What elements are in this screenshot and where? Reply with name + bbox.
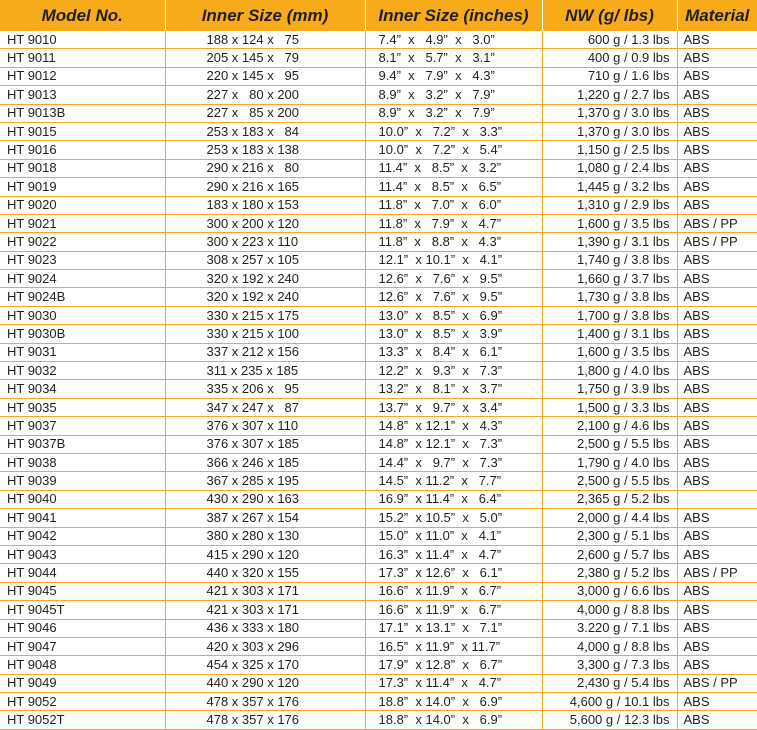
inner-size-inches-cell: 16.3” x 11.4” x 4.7” <box>365 545 542 563</box>
material-cell: ABS <box>677 122 757 140</box>
inner-size-inches-cell: 13.7” x 9.7” x 3.4” <box>365 398 542 416</box>
inner-size-mm-cell: 420 x 303 x 296 <box>165 637 365 655</box>
table-row <box>0 509 757 527</box>
model-number-cell: HT 9039 <box>0 472 165 490</box>
material-cell: ABS <box>677 527 757 545</box>
inner-size-mm-cell: 347 x 247 x 87 <box>165 398 365 416</box>
inner-size-mm-cell: 337 x 212 x 156 <box>165 343 365 361</box>
net-weight-cell: 4,000 g / 8.8 lbs <box>542 601 677 619</box>
inner-size-mm-cell: 290 x 216 x 165 <box>165 178 365 196</box>
material-cell: ABS <box>677 325 757 343</box>
table-row <box>0 362 757 380</box>
table-row <box>0 601 757 619</box>
table-row <box>0 693 757 711</box>
table-row <box>0 141 757 159</box>
material-cell: ABS / PP <box>677 214 757 232</box>
inner-size-mm-cell: 253 x 183 x 84 <box>165 122 365 140</box>
inner-size-inches-cell: 11.4” x 8.5” x 6.5” <box>365 178 542 196</box>
net-weight-cell: 2,380 g / 5.2 lbs <box>542 564 677 582</box>
model-number-cell: HT 9045T <box>0 601 165 619</box>
model-number-cell: HT 9038 <box>0 453 165 471</box>
net-weight-cell: 1,500 g / 3.3 lbs <box>542 398 677 416</box>
net-weight-cell: 2,430 g / 5.4 lbs <box>542 674 677 692</box>
model-number-cell: HT 9042 <box>0 527 165 545</box>
inner-size-mm-cell: 478 x 357 x 176 <box>165 711 365 729</box>
net-weight-cell: 1,800 g / 4.0 lbs <box>542 362 677 380</box>
inner-size-inches-cell: 9.4” x 7.9” x 4.3” <box>365 67 542 85</box>
inner-size-mm-cell: 188 x 124 x 75 <box>165 31 365 49</box>
inner-size-mm-cell: 415 x 290 x 120 <box>165 545 365 563</box>
table-row <box>0 343 757 361</box>
inner-size-mm-cell: 330 x 215 x 100 <box>165 325 365 343</box>
net-weight-cell: 2,500 g / 5.5 lbs <box>542 435 677 453</box>
net-weight-cell: 1,370 g / 3.0 lbs <box>542 104 677 122</box>
model-number-cell: HT 9020 <box>0 196 165 214</box>
net-weight-cell: 600 g / 1.3 lbs <box>542 31 677 49</box>
net-weight-cell: 1,150 g / 2.5 lbs <box>542 141 677 159</box>
inner-size-inches-cell: 11.8” x 7.0” x 6.0” <box>365 196 542 214</box>
material-cell: ABS / PP <box>677 674 757 692</box>
model-number-cell: HT 9013B <box>0 104 165 122</box>
model-number-cell: HT 9013 <box>0 86 165 104</box>
model-number-cell: HT 9030B <box>0 325 165 343</box>
inner-size-mm-cell: 308 x 257 x 105 <box>165 251 365 269</box>
inner-size-inches-cell: 11.8” x 7.9” x 4.7” <box>365 214 542 232</box>
net-weight-cell: 1,080 g / 2.4 lbs <box>542 159 677 177</box>
table-row <box>0 270 757 288</box>
model-number-cell: HT 9046 <box>0 619 165 637</box>
table-row <box>0 31 757 49</box>
model-number-cell: HT 9031 <box>0 343 165 361</box>
inner-size-inches-cell: 13.0” x 8.5” x 6.9” <box>365 306 542 324</box>
inner-size-inches-cell: 14.5” x 11.2” x 7.7” <box>365 472 542 490</box>
inner-size-mm-cell: 387 x 267 x 154 <box>165 509 365 527</box>
material-cell: ABS <box>677 159 757 177</box>
table-row <box>0 417 757 435</box>
table-row <box>0 288 757 306</box>
table-row <box>0 545 757 563</box>
net-weight-cell: 1,390 g / 3.1 lbs <box>542 233 677 251</box>
net-weight-cell: 1,730 g / 3.8 lbs <box>542 288 677 306</box>
inner-size-mm-cell: 376 x 307 x 185 <box>165 435 365 453</box>
inner-size-inches-cell: 7.4” x 4.9” x 3.0” <box>365 31 542 49</box>
model-number-cell: HT 9052 <box>0 693 165 711</box>
inner-size-inches-cell: 8.9” x 3.2” x 7.9” <box>365 104 542 122</box>
inner-size-mm-cell: 300 x 200 x 120 <box>165 214 365 232</box>
table-row <box>0 86 757 104</box>
model-number-cell: HT 9019 <box>0 178 165 196</box>
table-row <box>0 527 757 545</box>
header-model-no: Model No. <box>0 0 165 31</box>
table-row <box>0 178 757 196</box>
material-cell: ABS <box>677 306 757 324</box>
table-row <box>0 49 757 67</box>
table-row <box>0 490 757 508</box>
inner-size-mm-cell: 376 x 307 x 110 <box>165 417 365 435</box>
material-cell: ABS <box>677 472 757 490</box>
inner-size-mm-cell: 220 x 145 x 95 <box>165 67 365 85</box>
net-weight-cell: 3,000 g / 6.6 lbs <box>542 582 677 600</box>
table-row <box>0 67 757 85</box>
model-number-cell: HT 9018 <box>0 159 165 177</box>
material-cell: ABS <box>677 67 757 85</box>
inner-size-inches-cell: 13.3” x 8.4” x 6.1” <box>365 343 542 361</box>
net-weight-cell: 400 g / 0.9 lbs <box>542 49 677 67</box>
net-weight-cell: 4,600 g / 10.1 lbs <box>542 693 677 711</box>
material-cell: ABS <box>677 656 757 674</box>
net-weight-cell: 2,365 g / 5.2 lbs <box>542 490 677 508</box>
model-number-cell: HT 9024B <box>0 288 165 306</box>
inner-size-inches-cell: 16.6” x 11.9” x 6.7” <box>365 601 542 619</box>
table-row <box>0 619 757 637</box>
inner-size-inches-cell: 14.8” x 12.1” x 7.3” <box>365 435 542 453</box>
net-weight-cell: 3.220 g / 7.1 lbs <box>542 619 677 637</box>
table-row <box>0 711 757 729</box>
header-inner-size-mm: Inner Size (mm) <box>165 0 365 31</box>
model-number-cell: HT 9037B <box>0 435 165 453</box>
material-cell: ABS <box>677 711 757 729</box>
table-row <box>0 398 757 416</box>
net-weight-cell: 1,370 g / 3.0 lbs <box>542 122 677 140</box>
inner-size-mm-cell: 440 x 290 x 120 <box>165 674 365 692</box>
model-number-cell: HT 9041 <box>0 509 165 527</box>
net-weight-cell: 710 g / 1.6 lbs <box>542 67 677 85</box>
material-cell: ABS <box>677 86 757 104</box>
model-number-cell: HT 9016 <box>0 141 165 159</box>
material-cell: ABS <box>677 141 757 159</box>
inner-size-inches-cell: 17.1” x 13.1” x 7.1” <box>365 619 542 637</box>
inner-size-inches-cell: 8.9” x 3.2” x 7.9” <box>365 86 542 104</box>
inner-size-mm-cell: 421 x 303 x 171 <box>165 601 365 619</box>
material-cell: ABS <box>677 178 757 196</box>
model-number-cell: HT 9034 <box>0 380 165 398</box>
inner-size-mm-cell: 380 x 280 x 130 <box>165 527 365 545</box>
material-cell: ABS <box>677 288 757 306</box>
model-number-cell: HT 9045 <box>0 582 165 600</box>
model-number-cell: HT 9021 <box>0 214 165 232</box>
net-weight-cell: 2,300 g / 5.1 lbs <box>542 527 677 545</box>
inner-size-inches-cell: 13.0” x 8.5” x 3.9” <box>365 325 542 343</box>
net-weight-cell: 5,600 g / 12.3 lbs <box>542 711 677 729</box>
inner-size-inches-cell: 8.1” x 5.7” x 3.1” <box>365 49 542 67</box>
model-number-cell: HT 9035 <box>0 398 165 416</box>
inner-size-inches-cell: 12.6” x 7.6” x 9.5” <box>365 288 542 306</box>
table-row <box>0 325 757 343</box>
inner-size-inches-cell: 14.8” x 12.1” x 4.3” <box>365 417 542 435</box>
inner-size-mm-cell: 436 x 333 x 180 <box>165 619 365 637</box>
inner-size-inches-cell: 12.2” x 9.3” x 7.3” <box>365 362 542 380</box>
material-cell: ABS <box>677 435 757 453</box>
inner-size-inches-cell: 17.3” x 11.4” x 4.7” <box>365 674 542 692</box>
model-number-cell: HT 9022 <box>0 233 165 251</box>
inner-size-mm-cell: 320 x 192 x 240 <box>165 270 365 288</box>
inner-size-inches-cell: 17.9” x 12.8” x 6.7” <box>365 656 542 674</box>
inner-size-inches-cell: 15.2” x 10.5” x 5.0” <box>365 509 542 527</box>
model-number-cell: HT 9032 <box>0 362 165 380</box>
header-material: Material <box>677 0 757 31</box>
inner-size-inches-cell: 18.8” x 14.0” x 6.9” <box>365 711 542 729</box>
material-cell: ABS / PP <box>677 564 757 582</box>
header-net-weight: NW (g/ lbs) <box>542 0 677 31</box>
material-cell: ABS <box>677 619 757 637</box>
net-weight-cell: 1,660 g / 3.7 lbs <box>542 270 677 288</box>
material-cell: ABS <box>677 509 757 527</box>
inner-size-inches-cell: 18.8” x 14.0” x 6.9” <box>365 693 542 711</box>
material-cell: ABS <box>677 637 757 655</box>
table-row <box>0 214 757 232</box>
table-row <box>0 251 757 269</box>
inner-size-mm-cell: 253 x 183 x 138 <box>165 141 365 159</box>
model-number-cell: HT 9044 <box>0 564 165 582</box>
table-row <box>0 233 757 251</box>
net-weight-cell: 3,300 g / 7.3 lbs <box>542 656 677 674</box>
table-row <box>0 104 757 122</box>
net-weight-cell: 2,600 g / 5.7 lbs <box>542 545 677 563</box>
inner-size-inches-cell: 15.0” x 11.0” x 4.1” <box>365 527 542 545</box>
table-body <box>0 31 757 729</box>
inner-size-inches-cell: 16.6” x 11.9” x 6.7” <box>365 582 542 600</box>
material-cell: ABS <box>677 582 757 600</box>
model-number-cell: HT 9047 <box>0 637 165 655</box>
inner-size-mm-cell: 440 x 320 x 155 <box>165 564 365 582</box>
inner-size-mm-cell: 300 x 223 x 110 <box>165 233 365 251</box>
inner-size-inches-cell: 17.3” x 12.6” x 6.1” <box>365 564 542 582</box>
table-row <box>0 306 757 324</box>
net-weight-cell: 2,000 g / 4.4 lbs <box>542 509 677 527</box>
model-number-cell: HT 9040 <box>0 490 165 508</box>
model-number-cell: HT 9023 <box>0 251 165 269</box>
inner-size-mm-cell: 320 x 192 x 240 <box>165 288 365 306</box>
net-weight-cell: 1,700 g / 3.8 lbs <box>542 306 677 324</box>
model-number-cell: HT 9049 <box>0 674 165 692</box>
inner-size-inches-cell: 16.9” x 11.4” x 6.4” <box>365 490 542 508</box>
table-row <box>0 122 757 140</box>
net-weight-cell: 4,000 g / 8.8 lbs <box>542 637 677 655</box>
material-cell: ABS <box>677 693 757 711</box>
inner-size-inches-cell: 12.6” x 7.6” x 9.5” <box>365 270 542 288</box>
net-weight-cell: 1,445 g / 3.2 lbs <box>542 178 677 196</box>
inner-size-mm-cell: 430 x 290 x 163 <box>165 490 365 508</box>
net-weight-cell: 1,740 g / 3.8 lbs <box>542 251 677 269</box>
material-cell: ABS <box>677 545 757 563</box>
inner-size-mm-cell: 421 x 303 x 171 <box>165 582 365 600</box>
inner-size-mm-cell: 478 x 357 x 176 <box>165 693 365 711</box>
material-cell: ABS <box>677 251 757 269</box>
inner-size-mm-cell: 205 x 145 x 79 <box>165 49 365 67</box>
model-number-cell: HT 9030 <box>0 306 165 324</box>
table-row <box>0 435 757 453</box>
inner-size-mm-cell: 335 x 206 x 95 <box>165 380 365 398</box>
inner-size-inches-cell: 10.0” x 7.2” x 5.4” <box>365 141 542 159</box>
table-row <box>0 564 757 582</box>
material-cell: ABS <box>677 380 757 398</box>
inner-size-mm-cell: 367 x 285 x 195 <box>165 472 365 490</box>
material-cell: ABS <box>677 601 757 619</box>
inner-size-inches-cell: 11.8” x 8.8” x 4.3” <box>365 233 542 251</box>
material-cell: ABS <box>677 453 757 471</box>
material-cell: ABS <box>677 343 757 361</box>
model-number-cell: HT 9043 <box>0 545 165 563</box>
inner-size-mm-cell: 330 x 215 x 175 <box>165 306 365 324</box>
model-number-cell: HT 9011 <box>0 49 165 67</box>
model-number-cell: HT 9010 <box>0 31 165 49</box>
table-row <box>0 656 757 674</box>
model-number-cell: HT 9037 <box>0 417 165 435</box>
inner-size-mm-cell: 227 x 80 x 200 <box>165 86 365 104</box>
inner-size-inches-cell: 12.1” x 10.1” x 4.1” <box>365 251 542 269</box>
net-weight-cell: 1,400 g / 3.1 lbs <box>542 325 677 343</box>
material-cell: ABS <box>677 398 757 416</box>
net-weight-cell: 1,600 g / 3.5 lbs <box>542 343 677 361</box>
model-number-cell: HT 9015 <box>0 122 165 140</box>
material-cell: ABS <box>677 104 757 122</box>
material-cell: ABS <box>677 270 757 288</box>
net-weight-cell: 1,310 g / 2.9 lbs <box>542 196 677 214</box>
inner-size-mm-cell: 366 x 246 x 185 <box>165 453 365 471</box>
material-cell: ABS <box>677 31 757 49</box>
inner-size-inches-cell: 11.4” x 8.5” x 3.2” <box>365 159 542 177</box>
inner-size-inches-cell: 10.0” x 7.2” x 3.3” <box>365 122 542 140</box>
net-weight-cell: 1,750 g / 3.9 lbs <box>542 380 677 398</box>
material-cell: ABS <box>677 417 757 435</box>
inner-size-inches-cell: 16.5” x 11.9” x 11.7” <box>365 637 542 655</box>
table-row <box>0 453 757 471</box>
model-number-cell: HT 9012 <box>0 67 165 85</box>
table-row <box>0 674 757 692</box>
table-row <box>0 472 757 490</box>
inner-size-mm-cell: 227 x 85 x 200 <box>165 104 365 122</box>
net-weight-cell: 2,500 g / 5.5 lbs <box>542 472 677 490</box>
inner-size-mm-cell: 290 x 216 x 80 <box>165 159 365 177</box>
material-cell: ABS <box>677 49 757 67</box>
inner-size-mm-cell: 311 x 235 x 185 <box>165 362 365 380</box>
net-weight-cell: 2,100 g / 4.6 lbs <box>542 417 677 435</box>
table-row <box>0 380 757 398</box>
net-weight-cell: 1,220 g / 2.7 lbs <box>542 86 677 104</box>
material-cell: ABS <box>677 362 757 380</box>
model-number-cell: HT 9052T <box>0 711 165 729</box>
table-row <box>0 196 757 214</box>
net-weight-cell: 1,600 g / 3.5 lbs <box>542 214 677 232</box>
material-cell: ABS / PP <box>677 233 757 251</box>
net-weight-cell: 1,790 g / 4.0 lbs <box>542 453 677 471</box>
material-cell: ABS <box>677 196 757 214</box>
header-inner-size-inches: Inner Size (inches) <box>365 0 542 31</box>
inner-size-inches-cell: 14.4” x 9.7” x 7.3” <box>365 453 542 471</box>
material-cell <box>677 490 757 508</box>
table-row <box>0 582 757 600</box>
inner-size-mm-cell: 454 x 325 x 170 <box>165 656 365 674</box>
table-header-row <box>0 0 757 31</box>
model-number-cell: HT 9024 <box>0 270 165 288</box>
inner-size-mm-cell: 183 x 180 x 153 <box>165 196 365 214</box>
model-number-cell: HT 9048 <box>0 656 165 674</box>
table-row <box>0 159 757 177</box>
inner-size-inches-cell: 13.2” x 8.1” x 3.7” <box>365 380 542 398</box>
table-row <box>0 637 757 655</box>
